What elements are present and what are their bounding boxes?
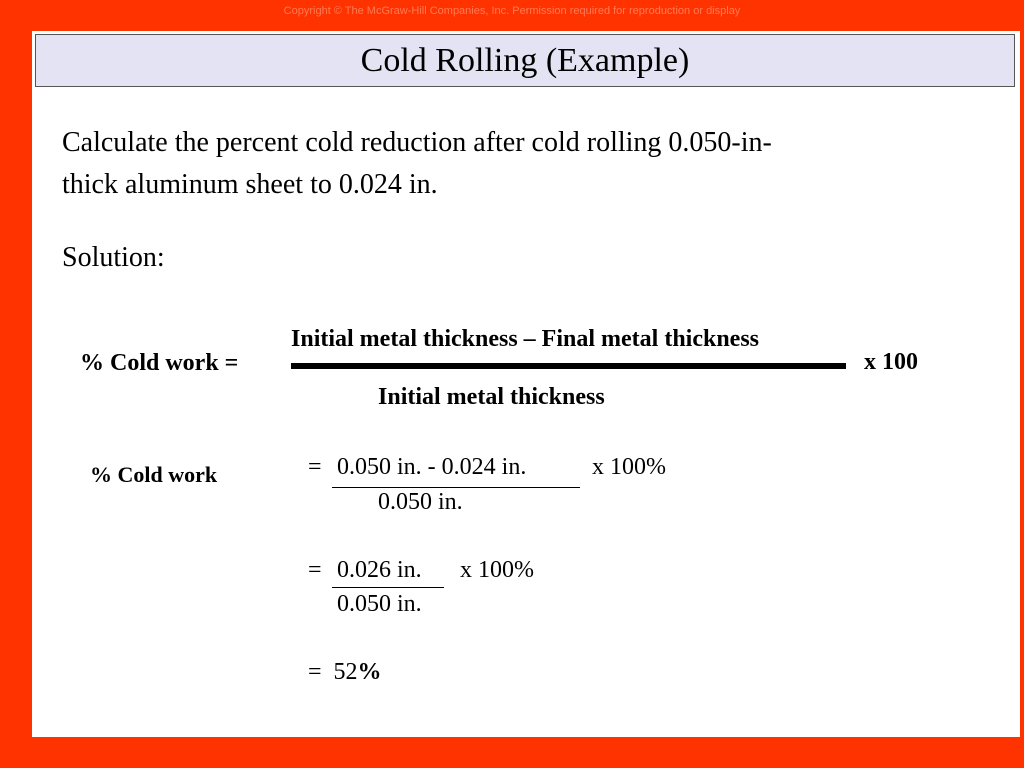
step3-result: [308, 659, 382, 686]
copyright-notice: Copyright © The McGraw-Hill Companies, Inc. Permission required for reproduction or display: [283, 5, 741, 17]
step2-multiplier: x 100%: [460, 557, 534, 583]
formula-denominator: Initial metal thickness: [378, 384, 605, 410]
formula-lhs: % Cold work =: [80, 350, 239, 376]
formula-fraction-bar: [291, 363, 846, 369]
step3-percent: %: [357, 659, 382, 685]
step1-multiplier: x 100%: [592, 454, 666, 480]
step3-value: 52: [333, 659, 358, 685]
calc-label: % Cold work: [90, 462, 218, 487]
problem-line-2: thick aluminum sheet to 0.024 in.: [62, 169, 438, 200]
step1-denominator: 0.050 in.: [378, 489, 463, 515]
problem-statement: [62, 122, 962, 206]
slide: [32, 31, 1020, 737]
step1-fraction-bar: [332, 487, 580, 488]
step3-equals: =: [308, 659, 322, 685]
step2-denominator: 0.050 in.: [337, 591, 422, 617]
solution-label: Solution:: [62, 242, 165, 273]
step2-equals: =: [308, 557, 322, 583]
step2-fraction-bar: [332, 587, 444, 588]
step1-numerator: 0.050 in. - 0.024 in.: [337, 454, 527, 480]
problem-line-1: Calculate the percent cold reduction after cold rolling 0.050-in-: [62, 127, 772, 158]
step1-equals: =: [308, 454, 322, 480]
slide-title: Cold Rolling (Example): [35, 34, 1015, 87]
step2-numerator: 0.026 in.: [337, 557, 422, 583]
formula-multiplier: x 100: [864, 349, 918, 375]
formula-numerator: Initial metal thickness – Final metal thickness: [291, 326, 760, 352]
